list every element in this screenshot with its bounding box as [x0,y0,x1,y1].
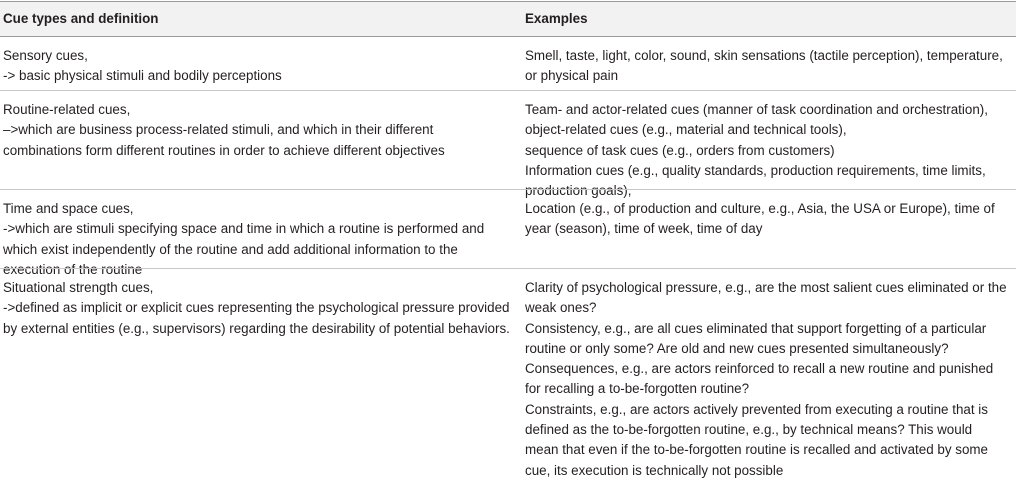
examples-cell [525,100,1013,201]
examples-cell [525,199,1013,240]
example-line: object-related cues (e.g., material and technical tools), [525,122,847,138]
example-line: year (season), time of week, time of day [525,221,763,237]
example-line: Team- and actor-related cues (manner of task coordination and orchestration), [525,102,988,117]
example-line: sequence of task cues (e.g., orders from customers) [525,142,835,158]
definition-cell [3,278,515,339]
header-cue-types: Cue types and definition [3,11,159,26]
example-line: Clarity of psychological pressure, e.g., are the most salient cues eliminated or the [525,280,1007,295]
definition-line: –>which are business process-related stimuli, and which in their different [3,122,434,138]
example-line: Information cues (e.g., quality standards, production requirements, time limits, [525,162,986,178]
example-line: Smell, taste, light, color, sound, skin sensations (tactile perception), temperature, [525,48,1003,63]
header-examples: Examples [525,11,588,26]
example-line: for recalling a to-be-forgotten routine? [525,381,750,397]
definition-line: by external entities (e.g., supervisors) regarding the desirability of potential behaviors. [3,320,510,336]
definition-line: -> basic physical stimuli and bodily perceptions [3,68,282,84]
example-line: defined as the to-be-forgotten routine, e.g., by technical means? This would [525,422,973,438]
example-line: or physical pain [525,68,619,84]
table-row [0,37,1016,90]
example-line: Location (e.g., of production and culture, e.g., Asia, the USA or Europe), time of [525,201,995,216]
definition-line: ->defined as implicit or explicit cues representing the psychological pressure provided [3,300,510,316]
definition-line: Sensory cues, [3,48,88,63]
definition-line: Situational strength cues, [3,280,154,295]
table-row [0,189,1016,277]
example-line: cue, its execution is technically not possible [525,462,784,478]
example-line: mean that even if the to-be-forgotten routine is recalled and activated by some [525,442,988,458]
example-line: Consistency, e.g., are all cues eliminated that support forgetting of a particular [525,320,987,336]
table-row [0,90,1016,199]
example-line: production goals), [525,183,632,199]
example-line: routine or only some? Are old and new cues presented simultaneously? [525,340,949,356]
definition-cell [3,46,515,87]
examples-cell [525,278,1013,481]
examples-cell [525,46,1013,87]
definition-line: Routine-related cues, [3,102,131,117]
definition-line: which exist independently of the routine and add additional information to the [3,241,458,257]
definition-line: ->which are stimuli specifying space and time in which a routine is performed and [3,221,485,237]
definition-cell [3,100,515,161]
example-line: Constraints, e.g., are actors actively prevented from executing a routine that is [525,401,988,417]
table-row [0,268,1016,478]
definition-line: Time and space cues, [3,201,134,216]
example-line: Consequences, e.g., are actors reinforced to recall a new routine and punished [525,361,994,377]
example-line: weak ones? [525,300,597,316]
definition-line: combinations form different routines in order to achieve different objectives [3,142,445,158]
definition-line: execution of the routine [3,261,143,277]
table-header-row [0,2,1016,37]
